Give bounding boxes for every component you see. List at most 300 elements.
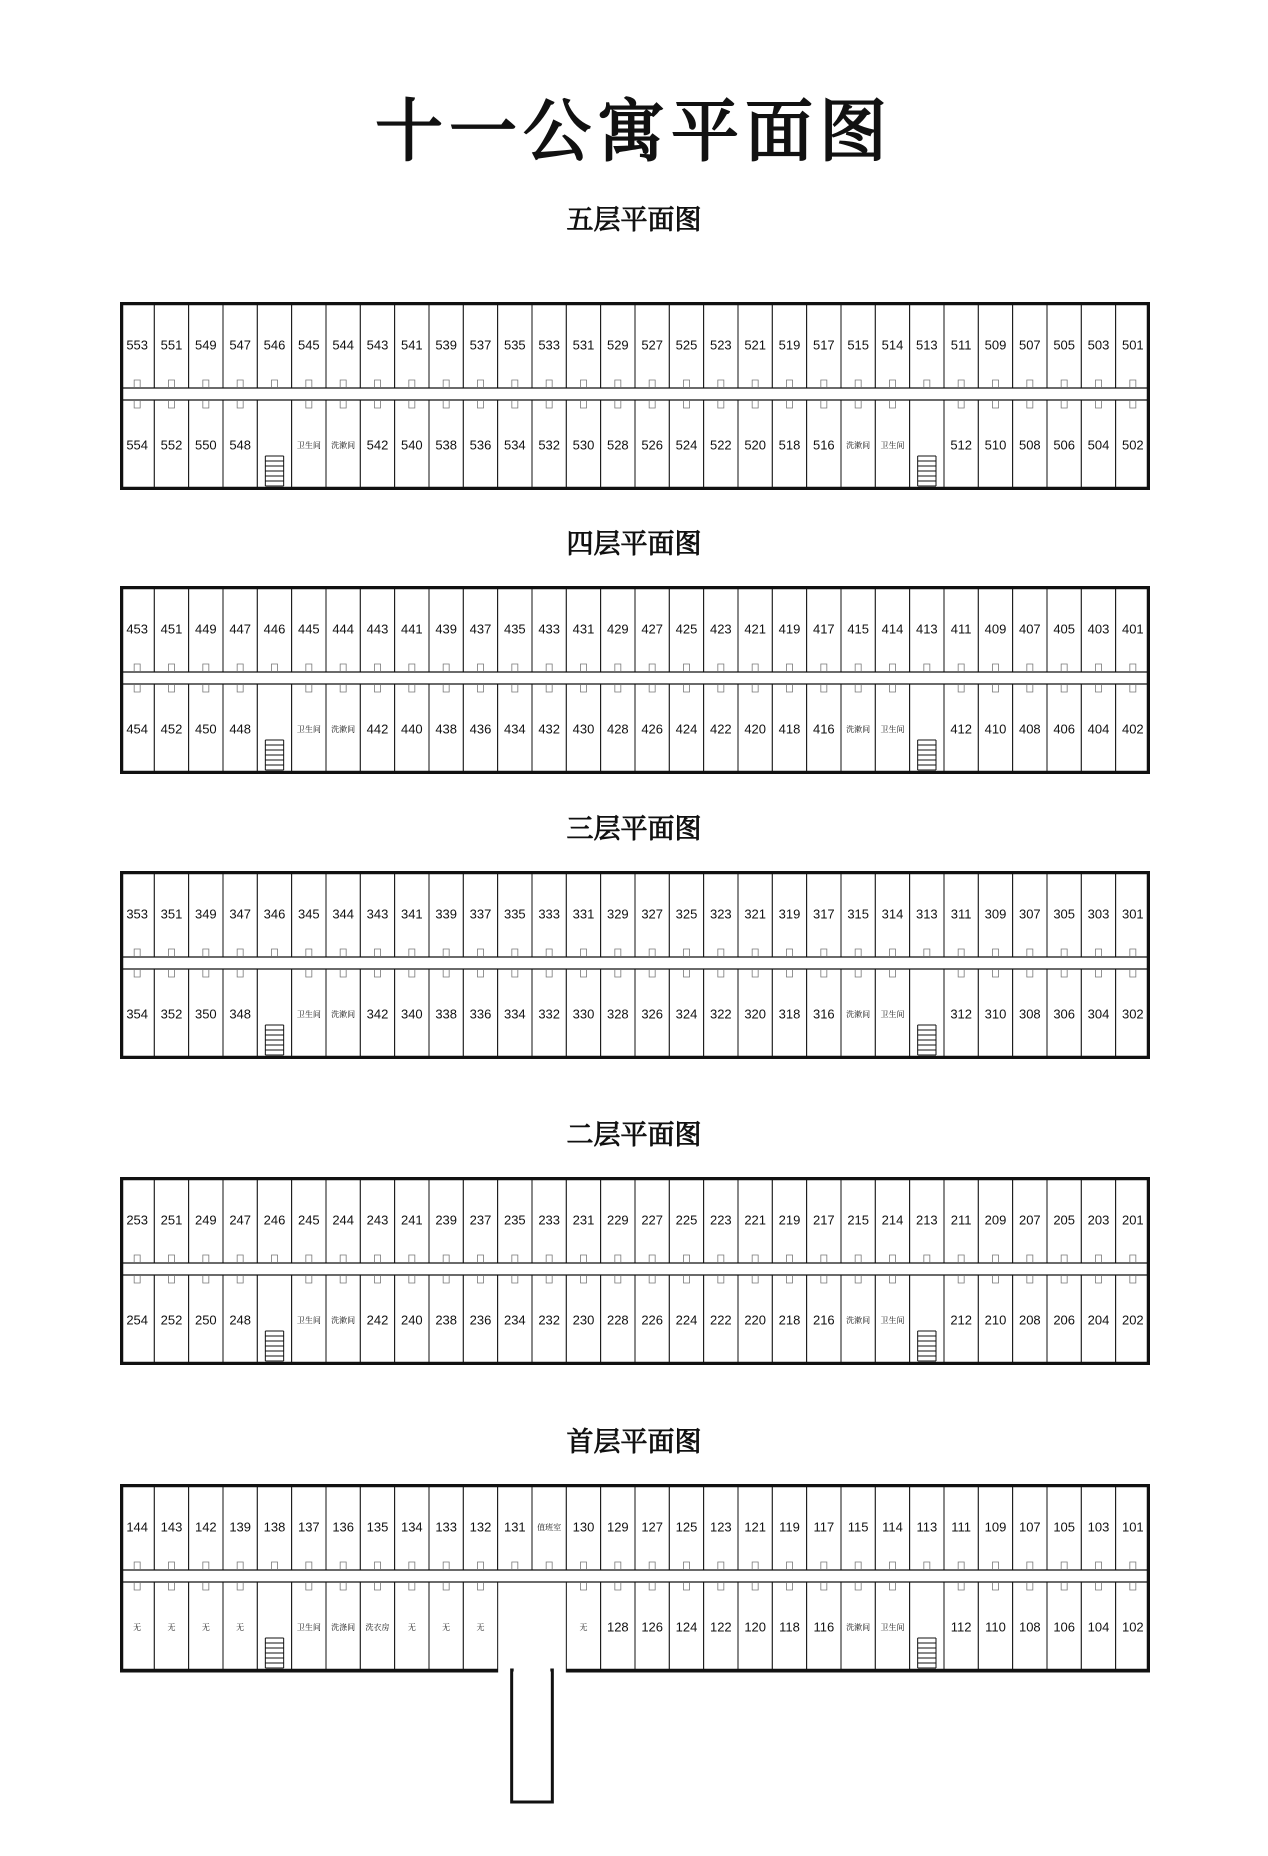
room-label: 514 bbox=[881, 337, 904, 353]
room-label: 216 bbox=[812, 1312, 835, 1328]
room-label: 435 bbox=[503, 621, 526, 637]
room-label: 108 bbox=[1018, 1619, 1041, 1635]
room-label: 305 bbox=[1053, 906, 1076, 922]
stairs-icon bbox=[265, 1331, 283, 1361]
room-label: 138 bbox=[263, 1519, 286, 1535]
room-label: 512 bbox=[950, 437, 973, 453]
room-label: 249 bbox=[194, 1212, 217, 1228]
room-label: 548 bbox=[229, 437, 252, 453]
room-label: 415 bbox=[847, 621, 870, 637]
room-label: 217 bbox=[812, 1212, 835, 1228]
room-label: 528 bbox=[606, 437, 629, 453]
room-label: 119 bbox=[779, 1519, 800, 1535]
room-label: 447 bbox=[229, 621, 252, 637]
room-label: 224 bbox=[675, 1312, 698, 1328]
room-label: 133 bbox=[435, 1519, 458, 1535]
room-label: 334 bbox=[503, 1006, 526, 1022]
room-label: 534 bbox=[503, 437, 526, 453]
stairs-icon bbox=[918, 1025, 936, 1055]
room-label: 434 bbox=[503, 721, 526, 737]
room-label: 429 bbox=[606, 621, 629, 637]
room-label: 545 bbox=[297, 337, 320, 353]
room-label: 401 bbox=[1121, 621, 1144, 637]
room-label: 242 bbox=[366, 1312, 389, 1328]
room-label: 448 bbox=[229, 721, 252, 737]
room-label: 111 bbox=[951, 1519, 972, 1535]
room-label: 341 bbox=[400, 906, 423, 922]
room-label: 338 bbox=[435, 1006, 458, 1022]
room-label: 240 bbox=[400, 1312, 423, 1328]
room-label: 339 bbox=[435, 906, 458, 922]
room-label: 513 bbox=[915, 337, 938, 353]
room-label: 110 bbox=[985, 1619, 1006, 1635]
room-label: 552 bbox=[160, 437, 183, 453]
room-label: 516 bbox=[812, 437, 835, 453]
room-label: 126 bbox=[641, 1619, 664, 1635]
room-label: 407 bbox=[1018, 621, 1041, 637]
floor-title-2: 二层平面图 bbox=[566, 1120, 702, 1151]
corridor bbox=[120, 1263, 1150, 1275]
room-label: 539 bbox=[435, 337, 458, 353]
room-label: 129 bbox=[606, 1519, 629, 1535]
room-label: 250 bbox=[194, 1312, 217, 1328]
room-label: 544 bbox=[332, 337, 355, 353]
room-label: 洗涤间 bbox=[331, 1623, 356, 1633]
room-label: 416 bbox=[812, 721, 835, 737]
room-label: 420 bbox=[744, 721, 767, 737]
room-label: 550 bbox=[194, 437, 217, 453]
room-label: 504 bbox=[1087, 437, 1110, 453]
room-label: 506 bbox=[1053, 437, 1076, 453]
room-label: 525 bbox=[675, 337, 698, 353]
room-label: 343 bbox=[366, 906, 389, 922]
room-label: 413 bbox=[915, 621, 938, 637]
room-label: 206 bbox=[1053, 1312, 1076, 1328]
room-label: 309 bbox=[984, 906, 1007, 922]
corridor bbox=[120, 957, 1150, 969]
corridor bbox=[120, 672, 1150, 684]
room-label: 134 bbox=[400, 1519, 423, 1535]
room-label: 424 bbox=[675, 721, 698, 737]
room-label: 410 bbox=[984, 721, 1007, 737]
room-label: 444 bbox=[332, 621, 355, 637]
room-label: 352 bbox=[160, 1006, 183, 1022]
room-label: 254 bbox=[126, 1312, 149, 1328]
room-label: 449 bbox=[194, 621, 217, 637]
room-label: 142 bbox=[194, 1519, 217, 1535]
room-label: 102 bbox=[1121, 1619, 1144, 1635]
room-label: 450 bbox=[194, 721, 217, 737]
room-label: 321 bbox=[744, 906, 767, 922]
room-label: 237 bbox=[469, 1212, 492, 1228]
room-label: 252 bbox=[160, 1312, 183, 1328]
room-label: 505 bbox=[1053, 337, 1076, 353]
room-label: 121 bbox=[744, 1519, 767, 1535]
room-label: 549 bbox=[194, 337, 217, 353]
room-label: 236 bbox=[469, 1312, 492, 1328]
room-label: 208 bbox=[1018, 1312, 1041, 1328]
room-label: 432 bbox=[538, 721, 561, 737]
room-label: 404 bbox=[1087, 721, 1110, 737]
room-label: 243 bbox=[366, 1212, 389, 1228]
room-label: 452 bbox=[160, 721, 183, 737]
room-label: 440 bbox=[400, 721, 423, 737]
room-label: 207 bbox=[1018, 1212, 1041, 1228]
room-label: 405 bbox=[1053, 621, 1076, 637]
room-label: 235 bbox=[503, 1212, 526, 1228]
room-label: 414 bbox=[881, 621, 904, 637]
room-label: 346 bbox=[263, 906, 286, 922]
room-label: 225 bbox=[675, 1212, 698, 1228]
room-label: 350 bbox=[194, 1006, 217, 1022]
room-label: 卫生间 bbox=[880, 441, 905, 451]
room-label: 215 bbox=[847, 1212, 870, 1228]
room-label: 332 bbox=[538, 1006, 561, 1022]
room-label: 247 bbox=[229, 1212, 252, 1228]
room-label: 325 bbox=[675, 906, 698, 922]
room-label: 无 bbox=[201, 1623, 210, 1633]
room-label: 118 bbox=[779, 1619, 800, 1635]
room-label: 203 bbox=[1087, 1212, 1110, 1228]
room-label: 417 bbox=[812, 621, 835, 637]
room-label: 卫生间 bbox=[880, 1316, 905, 1326]
room-label: 234 bbox=[503, 1312, 526, 1328]
room-label: 114 bbox=[882, 1519, 903, 1535]
room-label: 330 bbox=[572, 1006, 595, 1022]
room-label: 453 bbox=[126, 621, 149, 637]
room-label: 131 bbox=[503, 1519, 526, 1535]
room-label: 105 bbox=[1053, 1519, 1076, 1535]
room-label: 519 bbox=[778, 337, 801, 353]
room-label: 202 bbox=[1121, 1312, 1144, 1328]
room-label: 322 bbox=[709, 1006, 732, 1022]
room-label: 127 bbox=[641, 1519, 664, 1535]
room-label: 228 bbox=[606, 1312, 629, 1328]
corridor bbox=[120, 388, 1150, 400]
room-label: 348 bbox=[229, 1006, 252, 1022]
room-label: 517 bbox=[812, 337, 835, 353]
room-label: 441 bbox=[400, 621, 423, 637]
room-label: 454 bbox=[126, 721, 149, 737]
room-label: 无 bbox=[407, 1623, 416, 1633]
room-label: 132 bbox=[469, 1519, 492, 1535]
room-label: 144 bbox=[126, 1519, 149, 1535]
room-label: 536 bbox=[469, 437, 492, 453]
room-label: 301 bbox=[1121, 906, 1144, 922]
room-label: 115 bbox=[847, 1519, 869, 1535]
stairs-icon bbox=[918, 1331, 936, 1361]
room-label: 337 bbox=[469, 906, 492, 922]
room-label: 327 bbox=[641, 906, 664, 922]
room-label: 洗衣房 bbox=[365, 1623, 390, 1633]
room-label: 233 bbox=[538, 1212, 561, 1228]
room-label: 103 bbox=[1087, 1519, 1110, 1535]
room-label: 430 bbox=[572, 721, 595, 737]
room-label: 319 bbox=[778, 906, 801, 922]
room-label: 213 bbox=[915, 1212, 938, 1228]
room-label: 251 bbox=[160, 1212, 183, 1228]
room-label: 426 bbox=[641, 721, 664, 737]
room-label: 316 bbox=[812, 1006, 835, 1022]
room-label: 344 bbox=[332, 906, 355, 922]
floor-plan-4 bbox=[120, 586, 1150, 774]
room-label: 542 bbox=[366, 437, 389, 453]
room-label: 409 bbox=[984, 621, 1007, 637]
room-label: 307 bbox=[1018, 906, 1041, 922]
room-label: 130 bbox=[572, 1519, 595, 1535]
room-label: 312 bbox=[950, 1006, 973, 1022]
room-label: 411 bbox=[950, 621, 972, 637]
room-label: 439 bbox=[435, 621, 458, 637]
stairs-icon bbox=[265, 1025, 283, 1055]
floor-title-1: 首层平面图 bbox=[566, 1427, 702, 1458]
room-label: 446 bbox=[263, 621, 286, 637]
page-title: 十一公寓平面图 bbox=[374, 93, 893, 172]
room-label: 403 bbox=[1087, 621, 1110, 637]
floor-plan-svg bbox=[120, 871, 1150, 1059]
room-label: 123 bbox=[709, 1519, 732, 1535]
room-label: 349 bbox=[194, 906, 217, 922]
room-label: 427 bbox=[641, 621, 664, 637]
room-label: 239 bbox=[435, 1212, 458, 1228]
room-label: 329 bbox=[606, 906, 629, 922]
room-label: 311 bbox=[950, 906, 972, 922]
stairs-icon bbox=[918, 740, 936, 770]
room-label: 421 bbox=[744, 621, 767, 637]
room-label: 222 bbox=[709, 1312, 732, 1328]
room-label: 137 bbox=[297, 1519, 320, 1535]
room-label: 518 bbox=[778, 437, 801, 453]
floor-plan-svg bbox=[120, 302, 1150, 490]
room-label: 551 bbox=[160, 337, 183, 353]
room-label: 412 bbox=[950, 721, 973, 737]
room-label: 303 bbox=[1087, 906, 1110, 922]
room-label: 314 bbox=[881, 906, 904, 922]
room-label: 442 bbox=[366, 721, 389, 737]
floor-plan-3 bbox=[120, 871, 1150, 1059]
room-label: 223 bbox=[709, 1212, 732, 1228]
stairs-icon bbox=[918, 456, 936, 486]
room-label: 106 bbox=[1053, 1619, 1076, 1635]
room-label: 509 bbox=[984, 337, 1007, 353]
stairs-icon bbox=[265, 456, 283, 486]
room-label: 318 bbox=[778, 1006, 801, 1022]
room-label: 502 bbox=[1121, 437, 1144, 453]
room-label: 101 bbox=[1121, 1519, 1144, 1535]
room-label: 洗漱间 bbox=[846, 725, 871, 735]
room-label: 315 bbox=[847, 906, 870, 922]
room-label: 232 bbox=[538, 1312, 561, 1328]
room-label: 209 bbox=[984, 1212, 1007, 1228]
room-label: 248 bbox=[229, 1312, 252, 1328]
room-label: 331 bbox=[572, 906, 595, 922]
room-label: 511 bbox=[950, 337, 972, 353]
room-label: 333 bbox=[538, 906, 561, 922]
room-label: 537 bbox=[469, 337, 492, 353]
room-label: 无 bbox=[167, 1623, 176, 1633]
room-label: 112 bbox=[950, 1619, 972, 1635]
room-label: 533 bbox=[538, 337, 561, 353]
room-label: 323 bbox=[709, 906, 732, 922]
room-label: 428 bbox=[606, 721, 629, 737]
room-label: 210 bbox=[984, 1312, 1007, 1328]
room-label: 443 bbox=[366, 621, 389, 637]
room-label: 104 bbox=[1087, 1619, 1110, 1635]
room-label: 洗漱间 bbox=[846, 441, 871, 451]
room-label: 205 bbox=[1053, 1212, 1076, 1228]
floor-title-4: 四层平面图 bbox=[566, 529, 702, 560]
room-label: 501 bbox=[1121, 337, 1144, 353]
room-label: 324 bbox=[675, 1006, 698, 1022]
floor-plan-svg bbox=[120, 1177, 1150, 1365]
room-label: 436 bbox=[469, 721, 492, 737]
room-label: 135 bbox=[366, 1519, 389, 1535]
room-label: 526 bbox=[641, 437, 664, 453]
room-label: 卫生间 bbox=[296, 1316, 321, 1326]
room-label: 541 bbox=[400, 337, 423, 353]
room-label: 238 bbox=[435, 1312, 458, 1328]
room-label: 336 bbox=[469, 1006, 492, 1022]
room-label: 503 bbox=[1087, 337, 1110, 353]
room-label: 214 bbox=[881, 1212, 904, 1228]
room-label: 116 bbox=[813, 1619, 835, 1635]
floor-title-5: 五层平面图 bbox=[566, 205, 702, 236]
room-label: 无 bbox=[579, 1623, 588, 1633]
room-label: 523 bbox=[709, 337, 732, 353]
room-label: 洗漱间 bbox=[331, 441, 356, 451]
stairs-icon bbox=[265, 1638, 283, 1668]
room-label: 532 bbox=[538, 437, 561, 453]
room-label: 246 bbox=[263, 1212, 286, 1228]
room-label: 510 bbox=[984, 437, 1007, 453]
room-label: 201 bbox=[1121, 1212, 1144, 1228]
room-label: 241 bbox=[400, 1212, 423, 1228]
room-label: 522 bbox=[709, 437, 732, 453]
room-label: 231 bbox=[572, 1212, 595, 1228]
room-label: 226 bbox=[641, 1312, 664, 1328]
room-label: 卫生间 bbox=[296, 725, 321, 735]
room-label: 406 bbox=[1053, 721, 1076, 737]
room-label: 136 bbox=[332, 1519, 355, 1535]
room-label: 220 bbox=[744, 1312, 767, 1328]
room-label: 245 bbox=[297, 1212, 320, 1228]
room-label: 无 bbox=[236, 1623, 245, 1633]
room-label: 310 bbox=[984, 1006, 1007, 1022]
room-label: 218 bbox=[778, 1312, 801, 1328]
room-label: 洗漱间 bbox=[331, 725, 356, 735]
floor-plan-2 bbox=[120, 1177, 1150, 1365]
room-label: 117 bbox=[813, 1519, 835, 1535]
room-label: 554 bbox=[126, 437, 149, 453]
room-label: 219 bbox=[778, 1212, 801, 1228]
room-label: 547 bbox=[229, 337, 252, 353]
room-label: 546 bbox=[263, 337, 286, 353]
room-label: 328 bbox=[606, 1006, 629, 1022]
room-label: 335 bbox=[503, 906, 526, 922]
room-label: 卫生间 bbox=[880, 725, 905, 735]
room-label: 445 bbox=[297, 621, 320, 637]
room-label: 520 bbox=[744, 437, 767, 453]
room-label: 107 bbox=[1018, 1519, 1041, 1535]
room-label: 卫生间 bbox=[880, 1623, 905, 1633]
room-label: 卫生间 bbox=[296, 1010, 321, 1020]
room-label: 120 bbox=[744, 1619, 767, 1635]
room-label: 438 bbox=[435, 721, 458, 737]
room-label: 洗漱间 bbox=[331, 1010, 356, 1020]
room-label: 347 bbox=[229, 906, 252, 922]
room-label: 422 bbox=[709, 721, 732, 737]
room-label: 122 bbox=[709, 1619, 732, 1635]
room-label: 515 bbox=[847, 337, 870, 353]
room-label: 229 bbox=[606, 1212, 629, 1228]
room-label: 313 bbox=[915, 906, 938, 922]
room-label: 345 bbox=[297, 906, 320, 922]
room-label: 308 bbox=[1018, 1006, 1041, 1022]
stairs-icon bbox=[918, 1638, 936, 1668]
room-label: 340 bbox=[400, 1006, 423, 1022]
room-label: 320 bbox=[744, 1006, 767, 1022]
room-label: 540 bbox=[400, 437, 423, 453]
room-label: 230 bbox=[572, 1312, 595, 1328]
room-label: 521 bbox=[744, 337, 767, 353]
room-label: 卫生间 bbox=[296, 441, 321, 451]
room-label: 423 bbox=[709, 621, 732, 637]
floor-title-3: 三层平面图 bbox=[566, 814, 702, 845]
room-label: 302 bbox=[1121, 1006, 1144, 1022]
room-label: 354 bbox=[126, 1006, 149, 1022]
room-label: 529 bbox=[606, 337, 629, 353]
room-label: 212 bbox=[950, 1312, 973, 1328]
room-label: 128 bbox=[606, 1619, 629, 1635]
floor-plan-1 bbox=[120, 1484, 1150, 1806]
floor-plan-svg bbox=[120, 1484, 1150, 1806]
room-label: 402 bbox=[1121, 721, 1144, 737]
floor-plan-5 bbox=[120, 302, 1150, 490]
room-label: 531 bbox=[572, 337, 595, 353]
room-label: 143 bbox=[160, 1519, 183, 1535]
room-label: 卫生间 bbox=[296, 1623, 321, 1633]
room-label: 125 bbox=[675, 1519, 698, 1535]
room-label: 值班室 bbox=[537, 1523, 562, 1533]
room-label: 无 bbox=[133, 1623, 142, 1633]
floor-plan-svg bbox=[120, 586, 1150, 774]
room-label: 419 bbox=[778, 621, 801, 637]
room-label: 227 bbox=[641, 1212, 664, 1228]
room-label: 洗漱间 bbox=[331, 1316, 356, 1326]
room-label: 451 bbox=[160, 621, 183, 637]
room-label: 317 bbox=[812, 906, 835, 922]
room-label: 221 bbox=[744, 1212, 767, 1228]
room-label: 535 bbox=[503, 337, 526, 353]
room-label: 507 bbox=[1018, 337, 1041, 353]
room-label: 卫生间 bbox=[880, 1010, 905, 1020]
room-label: 530 bbox=[572, 437, 595, 453]
room-label: 353 bbox=[126, 906, 149, 922]
room-label: 408 bbox=[1018, 721, 1041, 737]
room-label: 342 bbox=[366, 1006, 389, 1022]
room-label: 326 bbox=[641, 1006, 664, 1022]
room-label: 304 bbox=[1087, 1006, 1110, 1022]
room-label: 洗漱间 bbox=[846, 1623, 871, 1633]
stairs-icon bbox=[265, 740, 283, 770]
room-label: 204 bbox=[1087, 1312, 1110, 1328]
corridor bbox=[120, 1570, 1150, 1582]
room-label: 洗漱间 bbox=[846, 1010, 871, 1020]
room-label: 538 bbox=[435, 437, 458, 453]
room-label: 437 bbox=[469, 621, 492, 637]
entrance-passage bbox=[512, 1670, 553, 1802]
room-label: 543 bbox=[366, 337, 389, 353]
